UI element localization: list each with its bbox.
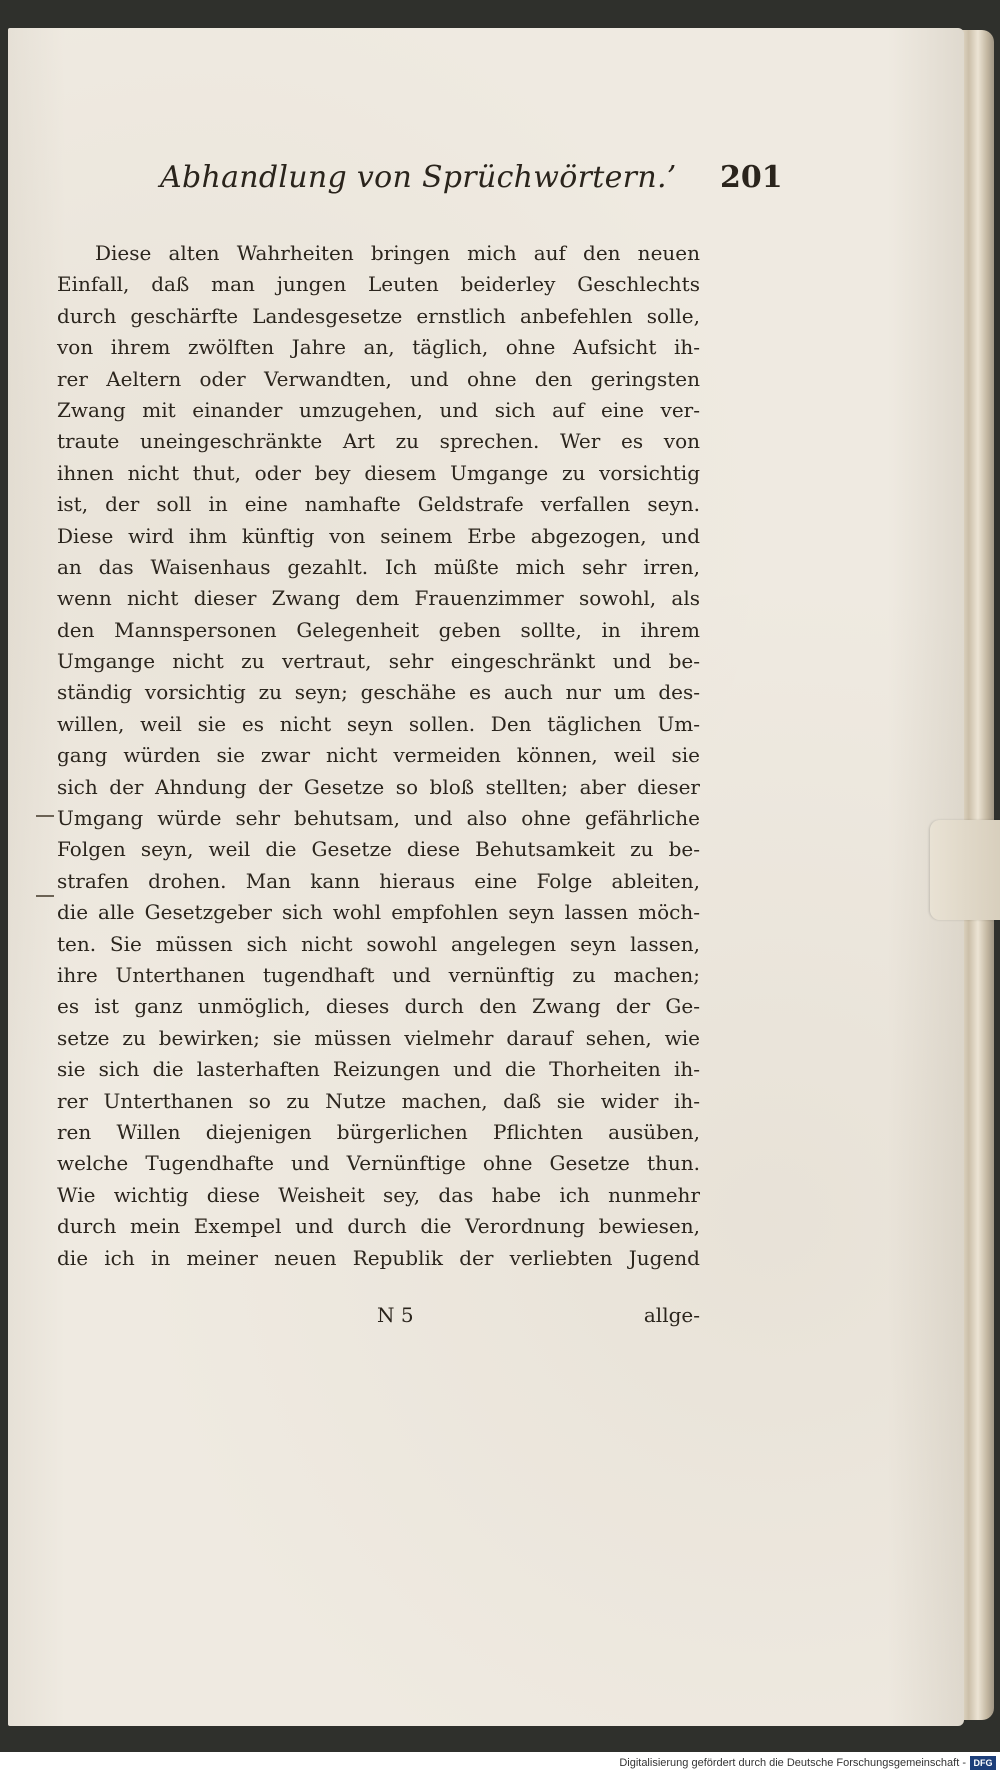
text-line: ihre Unterthanen tugendhaft und vernünftig zu machen; <box>57 962 700 987</box>
text-line: die ich in meiner neuen Republik der verliebten Jugend <box>57 1245 700 1270</box>
text-line: ihnen nicht thut, oder bey diesem Umgange zu vorsichtig <box>57 460 700 485</box>
text-line: rer Aeltern oder Verwandten, und ohne den geringsten <box>57 366 700 391</box>
catchword: allge- <box>643 1303 700 1327</box>
text-line: es ist ganz unmöglich, dieses durch den Zwang der Ge- <box>57 994 700 1019</box>
text-line: an das Waisenhaus gezahlt. Ich müßte mich sehr irren, <box>57 554 700 579</box>
text-line: gang würden sie zwar nicht vermeiden können, weil sie <box>57 743 700 768</box>
text-line: ren Willen diejenigen bürgerlichen Pflichten ausüben, <box>57 1119 700 1144</box>
text-line: sich der Ahndung der Gesetze so bloß stellten; aber dieser <box>57 774 700 799</box>
text-line: welche Tugendhafte und Vernünftige ohne Gesetze thun. <box>57 1151 700 1176</box>
text-line: willen, weil sie es nicht seyn sollen. Den täglichen Um- <box>57 711 700 736</box>
text-line: durch mein Exempel und durch die Verordnung bewiesen, <box>57 1214 700 1239</box>
text-line: strafen drohen. Man kann hieraus eine Folge ableiten, <box>57 868 700 893</box>
text-line: Umgang würde sehr behutsam, und also ohne gefährliche <box>57 806 700 831</box>
page-number: 201 <box>720 160 783 195</box>
text-line: rer Unterthanen so zu Nutze machen, daß sie wider ih- <box>57 1088 700 1113</box>
text-line: Zwang mit einander umzugehen, und sich auf eine ver- <box>57 397 700 422</box>
text-line: ist, der soll in eine namhafte Geldstrafe verfallen seyn. <box>57 492 700 517</box>
signature-mark: N 5 <box>377 1303 414 1327</box>
text-line: ten. Sie müssen sich nicht sowohl angelegen seyn lassen, <box>57 931 700 956</box>
page-header <box>160 160 783 195</box>
margin-mark <box>36 895 54 897</box>
running-title: Abhandlung von Sprüchwörtern.’ <box>160 160 677 195</box>
text-line: Einfall, daß man jungen Leuten beiderley Geschlechts <box>57 272 700 297</box>
text-line: traute uneingeschränkte Art zu sprechen. Wer es von <box>57 429 700 454</box>
digitization-credit: Digitalisierung gefördert durch die Deutsche Forschungsgemeinschaft - <box>619 1757 966 1769</box>
body-text <box>57 238 700 1274</box>
text-line: von ihrem zwölften Jahre an, täglich, ohne Aufsicht ih- <box>57 335 700 360</box>
text-line: den Mannspersonen Gelegenheit geben sollte, in ihrem <box>57 617 700 642</box>
text-line: Diese wird ihm künftig von seinem Erbe abgezogen, und <box>57 523 700 548</box>
dfg-logo: DFG <box>970 1756 996 1770</box>
text-line: durch geschärfte Landesgesetze ernstlich anbefehlen solle, <box>57 303 700 328</box>
text-line: die alle Gesetzgeber sich wohl empfohlen seyn lassen möch- <box>57 900 700 925</box>
text-line: Diese alten Wahrheiten bringen mich auf den neuen <box>95 241 700 265</box>
catch-row <box>57 1303 700 1335</box>
text-line: ständig vorsichtig zu seyn; geschähe es auch nur um des- <box>57 680 700 705</box>
bookmark-tab <box>930 820 1000 920</box>
text-line: Folgen seyn, weil die Gesetze diese Behutsamkeit zu be- <box>57 837 700 862</box>
text-line: sie sich die lasterhaften Reizungen und die Thorheiten ih- <box>57 1057 700 1082</box>
text-line: wenn nicht dieser Zwang dem Frauenzimmer sowohl, als <box>57 586 700 611</box>
margin-mark <box>36 815 54 817</box>
text-line: setze zu bewirken; sie müssen vielmehr darauf sehen, wie <box>57 1025 700 1050</box>
text-line: Umgange nicht zu vertraut, sehr eingeschränkt und be- <box>57 649 700 674</box>
text-line: Wie wichtig diese Weisheit sey, das habe ich nunmehr <box>57 1182 700 1207</box>
